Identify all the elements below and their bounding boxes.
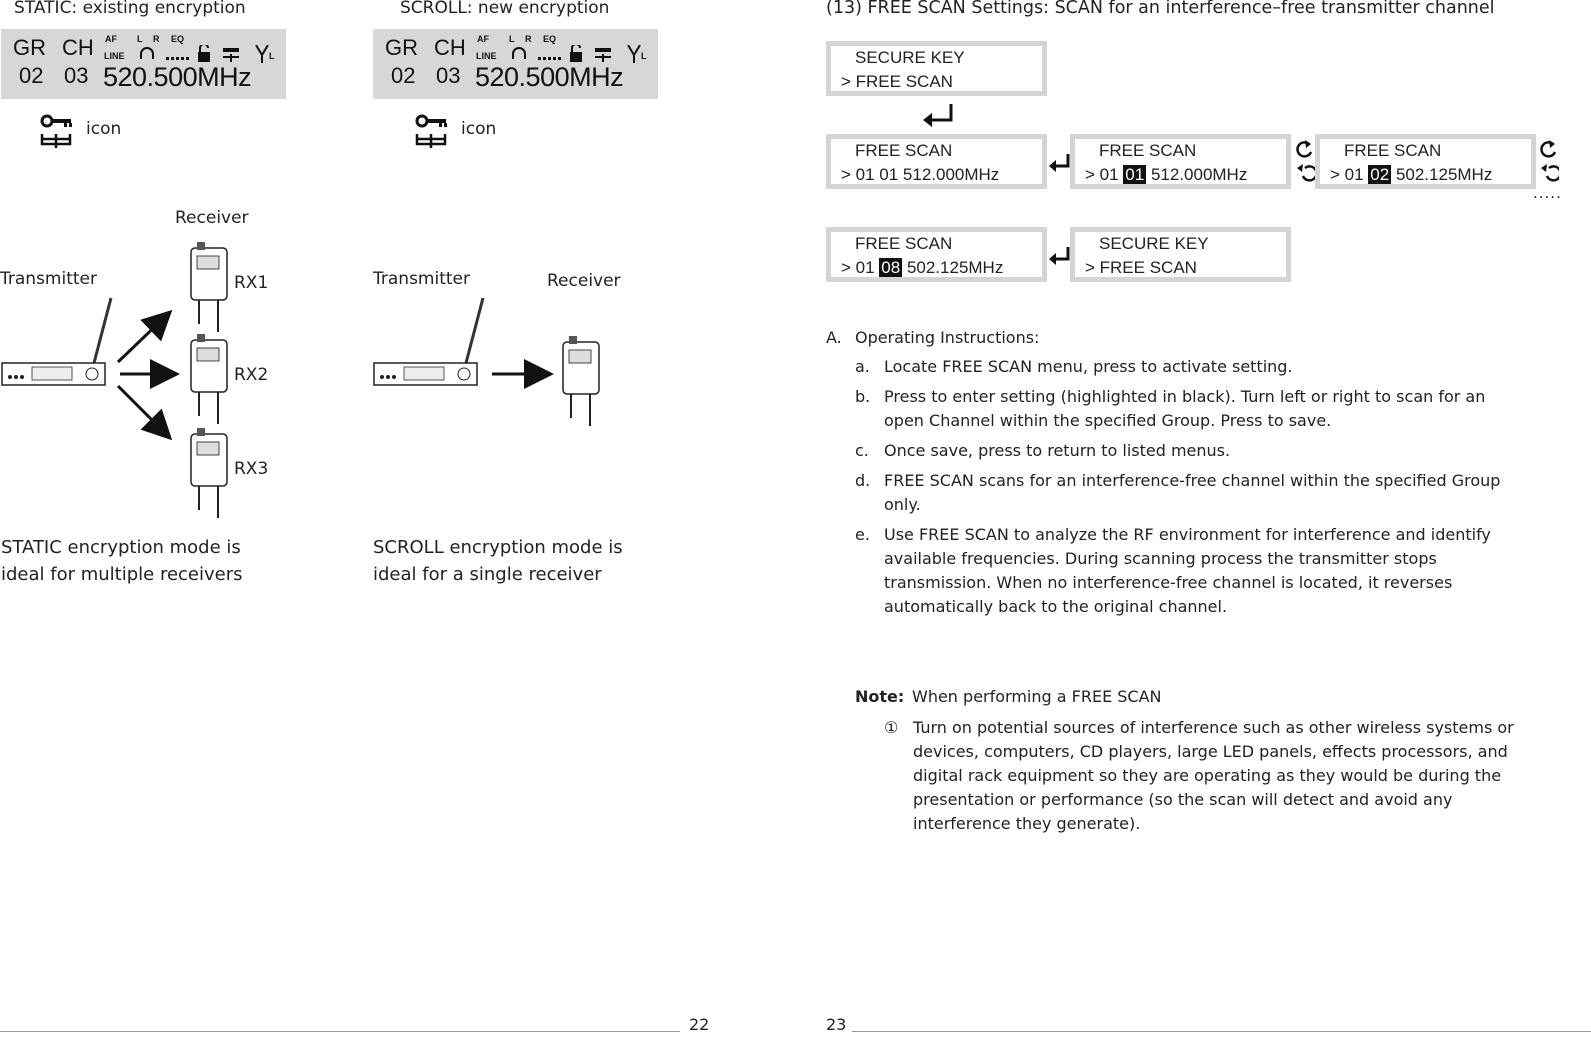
rx2-label: RX2 (234, 365, 269, 385)
menu-line2: > FREE SCAN (841, 72, 953, 91)
note-line: Turn on potential sources of interference such as other wireless systems or (913, 718, 1514, 737)
highlighted-channel: 02 (1370, 165, 1390, 184)
lcd-frequency: 520.500MHz (475, 62, 624, 92)
transmitter-device (374, 298, 483, 385)
menu-screen-secure-key (826, 41, 1047, 96)
lcd-ch-value: 03 (436, 63, 461, 88)
scan-frequency: 502.125MHz (1391, 165, 1493, 184)
note-text: When performing a FREE SCAN (912, 687, 1162, 706)
lcd-display-static (1, 29, 286, 99)
menu-line2: > FREE SCAN (1085, 258, 1197, 277)
menu-line2 (1085, 165, 1247, 185)
receiver-device-rx3 (191, 428, 227, 518)
lcd-line-label: LINE (476, 51, 497, 61)
receiver-device-rx1 (191, 242, 227, 332)
receiver-label: Receiver (547, 271, 621, 291)
lcd-line-label: LINE (104, 51, 125, 61)
page-number-left: 22 (689, 1015, 710, 1034)
menu-line2: > 01 01 512.000MHz (841, 165, 1000, 184)
transmitter-device (2, 298, 111, 385)
scan-prefix: > 01 (1085, 165, 1124, 184)
item-mark: d. (855, 471, 871, 490)
menu-screen-secure-key-return (1070, 227, 1291, 282)
item-text: transmission. When no interference-free channel is located, it reverses (884, 573, 1453, 592)
item-text: open Channel within the specified Group. Press to save. (884, 411, 1332, 430)
menu-screen-free-scan-3 (1315, 134, 1536, 189)
lcd-gr-label: GR (13, 35, 46, 60)
lcd-status-icons (510, 45, 660, 63)
static-diagram (0, 240, 240, 530)
menu-line1: SECURE KEY (855, 48, 965, 67)
item-text: only. (884, 495, 921, 514)
note-line: digital rack equipment so they are operating as they would be during the (913, 766, 1502, 785)
transmitter-label: Transmitter (0, 269, 97, 289)
menu-line1: FREE SCAN (1099, 141, 1197, 160)
transmitter-label: Transmitter (373, 269, 470, 289)
item-text: Press to enter setting (highlighted in black). Turn left or right to scan for an (884, 387, 1486, 406)
item-text: automatically back to the original channel. (884, 597, 1228, 616)
rotate-icons (1537, 138, 1559, 186)
lcd-af-label: AF (105, 34, 117, 44)
note-line: interference they generate). (913, 814, 1141, 833)
static-desc-line: ideal for multiple receivers (1, 564, 243, 585)
item-text: Once save, press to return to listed menus. (884, 441, 1231, 460)
menu-line2 (841, 258, 1003, 278)
note-label: Note: (855, 687, 905, 706)
scroll-title: SCROLL: new encryption (400, 0, 610, 18)
lcd-status-icons (138, 45, 288, 63)
menu-line1: FREE SCAN (855, 141, 953, 160)
lcd-display-scroll (373, 29, 658, 99)
menu-screen-free-scan-2 (1070, 134, 1291, 189)
highlighted-channel: 01 (1125, 165, 1145, 184)
item-mark: e. (855, 525, 870, 544)
free-scan-heading: (13) FREE SCAN Settings: SCAN for an interference–free transmitter channel (826, 0, 1495, 18)
receiver-device-rx2 (191, 334, 227, 424)
page-number-right: 23 (826, 1015, 847, 1034)
continuation-ellipsis: ..... (1533, 184, 1562, 202)
menu-screen-free-scan-4 (826, 227, 1047, 282)
scroll-diagram (372, 290, 612, 440)
note-line: devices, computers, CD players, large LED panels, effects processors, and (913, 742, 1508, 761)
menu-screen-free-scan-1 (826, 134, 1047, 189)
lcd-eq-label: EQ (171, 34, 185, 44)
icon-label: icon (86, 119, 122, 139)
enter-arrow-icon (1048, 152, 1072, 174)
lcd-ant-l-label: L (641, 51, 647, 61)
lcd-l-label: L (137, 34, 143, 44)
static-desc-line: STATIC encryption mode is (1, 537, 241, 558)
section-title: Operating Instructions: (855, 328, 1040, 347)
footer-rule (0, 1031, 680, 1032)
item-mark: c. (855, 441, 869, 460)
lcd-gr-value: 02 (391, 63, 416, 88)
section-label: A. (826, 328, 842, 347)
lcd-ch-value: 03 (64, 63, 89, 88)
lcd-eq-label: EQ (543, 34, 557, 44)
lcd-gr-label: GR (385, 35, 418, 60)
item-mark: b. (855, 387, 871, 406)
static-title: STATIC: existing encryption (14, 0, 246, 18)
operating-instructions (826, 326, 1566, 626)
note-item-mark: ① (884, 718, 899, 737)
lcd-r-label: R (525, 34, 532, 44)
scroll-desc-line: ideal for a single receiver (373, 564, 602, 585)
receiver-device (563, 336, 599, 426)
scan-prefix: > 01 (841, 258, 880, 277)
rotate-icons (1293, 138, 1315, 186)
menu-line1: SECURE KEY (1099, 234, 1209, 253)
static-description (1, 534, 243, 588)
item-text: FREE SCAN scans for an interference-free channel within the specified Group (884, 471, 1501, 490)
note-line: presentation or performance (so the scan will detect and avoid any (913, 790, 1453, 809)
item-text: available frequencies. During scanning process the transmitter stops (884, 549, 1437, 568)
footer-rule (852, 1031, 1591, 1032)
lcd-l-label: L (509, 34, 515, 44)
lcd-ch-label: CH (62, 35, 94, 60)
menu-line2 (1330, 165, 1492, 185)
lcd-gr-value: 02 (19, 63, 44, 88)
item-text: Locate FREE SCAN menu, press to activate setting. (884, 357, 1293, 376)
enter-arrow-icon (921, 102, 955, 128)
menu-line1: FREE SCAN (1344, 141, 1442, 160)
item-text: Use FREE SCAN to analyze the RF environment for interference and identify (884, 525, 1491, 544)
lcd-af-label: AF (477, 34, 489, 44)
scan-prefix: > 01 (1330, 165, 1369, 184)
lcd-r-label: R (153, 34, 160, 44)
scroll-desc-line: SCROLL encryption mode is (373, 537, 623, 558)
item-mark: a. (855, 357, 870, 376)
secure-key-icon (415, 114, 449, 150)
receiver-label: Receiver (175, 208, 249, 228)
scan-frequency: 502.125MHz (902, 258, 1004, 277)
lcd-frequency: 520.500MHz (103, 62, 252, 92)
enter-arrow-icon (1048, 245, 1072, 267)
note-block (826, 685, 1566, 835)
highlighted-channel: 08 (881, 258, 901, 277)
secure-key-icon (40, 114, 74, 150)
lcd-ant-l-label: L (269, 51, 275, 61)
rx3-label: RX3 (234, 459, 269, 479)
rx1-label: RX1 (234, 273, 269, 293)
scroll-description (373, 534, 623, 588)
icon-label: icon (461, 119, 497, 139)
lcd-ch-label: CH (434, 35, 466, 60)
menu-line1: FREE SCAN (855, 234, 953, 253)
scan-frequency: 512.000MHz (1146, 165, 1248, 184)
